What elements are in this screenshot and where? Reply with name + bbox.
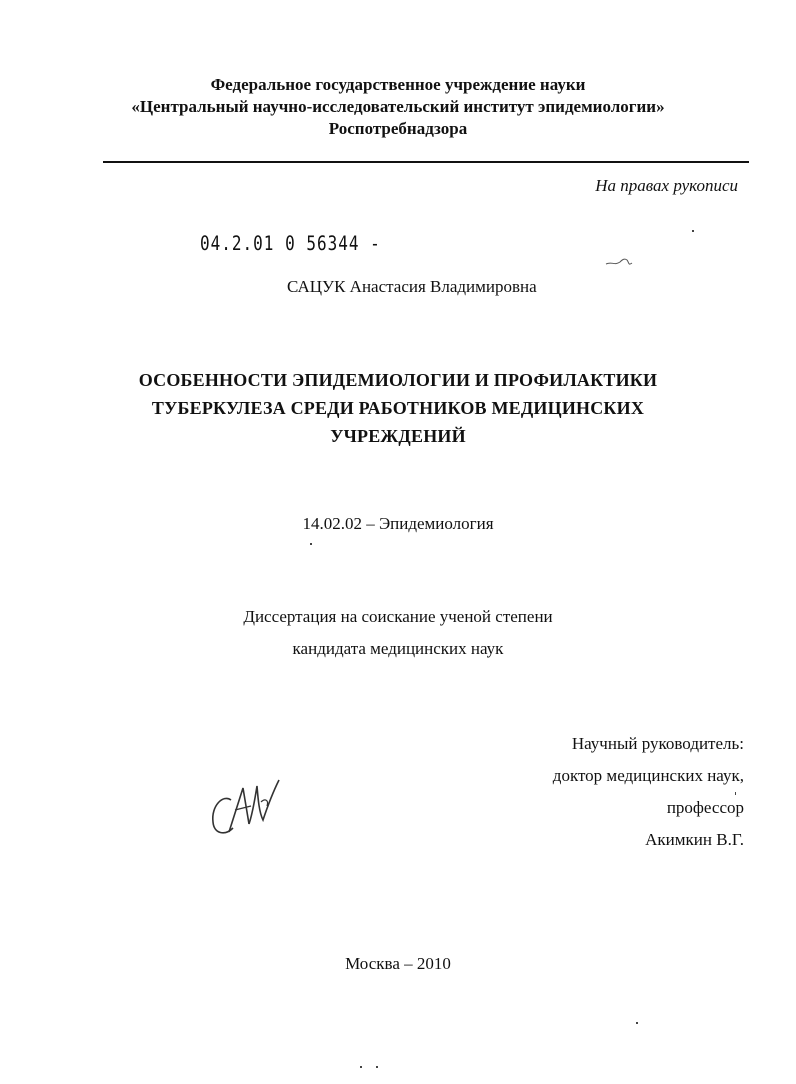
institution-name-line3: Роспотребнадзора xyxy=(328,119,468,138)
signature-icon xyxy=(205,772,285,842)
institution-name-line2: «Центральный научно-исследовательский институт эпидемиологии» xyxy=(131,97,665,116)
scan-speck xyxy=(310,543,312,545)
degree-line1: Диссертация на соискание ученой степени xyxy=(243,607,553,626)
institution-name-line1: Федеральное государственное учреждение науки xyxy=(210,75,586,94)
advisor-label: Научный руководитель: xyxy=(571,734,744,753)
library-stamp-number: 04.2.01 0 56344 - xyxy=(200,232,381,255)
city-year: Москва – 2010 xyxy=(345,954,451,973)
scan-speck xyxy=(376,1066,378,1068)
pen-mark-icon xyxy=(604,252,638,270)
dissertation-title-line2: ТУБЕРКУЛЕЗА СРЕДИ РАБОТНИКОВ МЕДИЦИНСКИХ xyxy=(151,398,645,418)
scan-speck xyxy=(692,230,694,232)
manuscript-note: На правах рукописи xyxy=(595,176,738,195)
specialty-code: 14.02.02 – Эпидемиология xyxy=(302,514,494,533)
advisor-name: Акимкин В.Г. xyxy=(645,830,744,849)
scan-speck xyxy=(735,792,736,795)
dissertation-title-line1: ОСОБЕННОСТИ ЭПИДЕМИОЛОГИИ И ПРОФИЛАКТИКИ xyxy=(138,370,658,390)
advisor-degree: доктор медицинских наук, xyxy=(552,766,744,785)
scan-speck xyxy=(636,1022,638,1024)
author-name: САЦУК Анастасия Владимировна xyxy=(287,277,537,296)
scan-speck xyxy=(360,1066,362,1068)
advisor-rank: профессор xyxy=(666,798,744,817)
degree-line2: кандидата медицинских наук xyxy=(292,639,504,658)
header-divider xyxy=(103,161,749,163)
dissertation-title-line3: УЧРЕЖДЕНИЙ xyxy=(330,426,466,446)
